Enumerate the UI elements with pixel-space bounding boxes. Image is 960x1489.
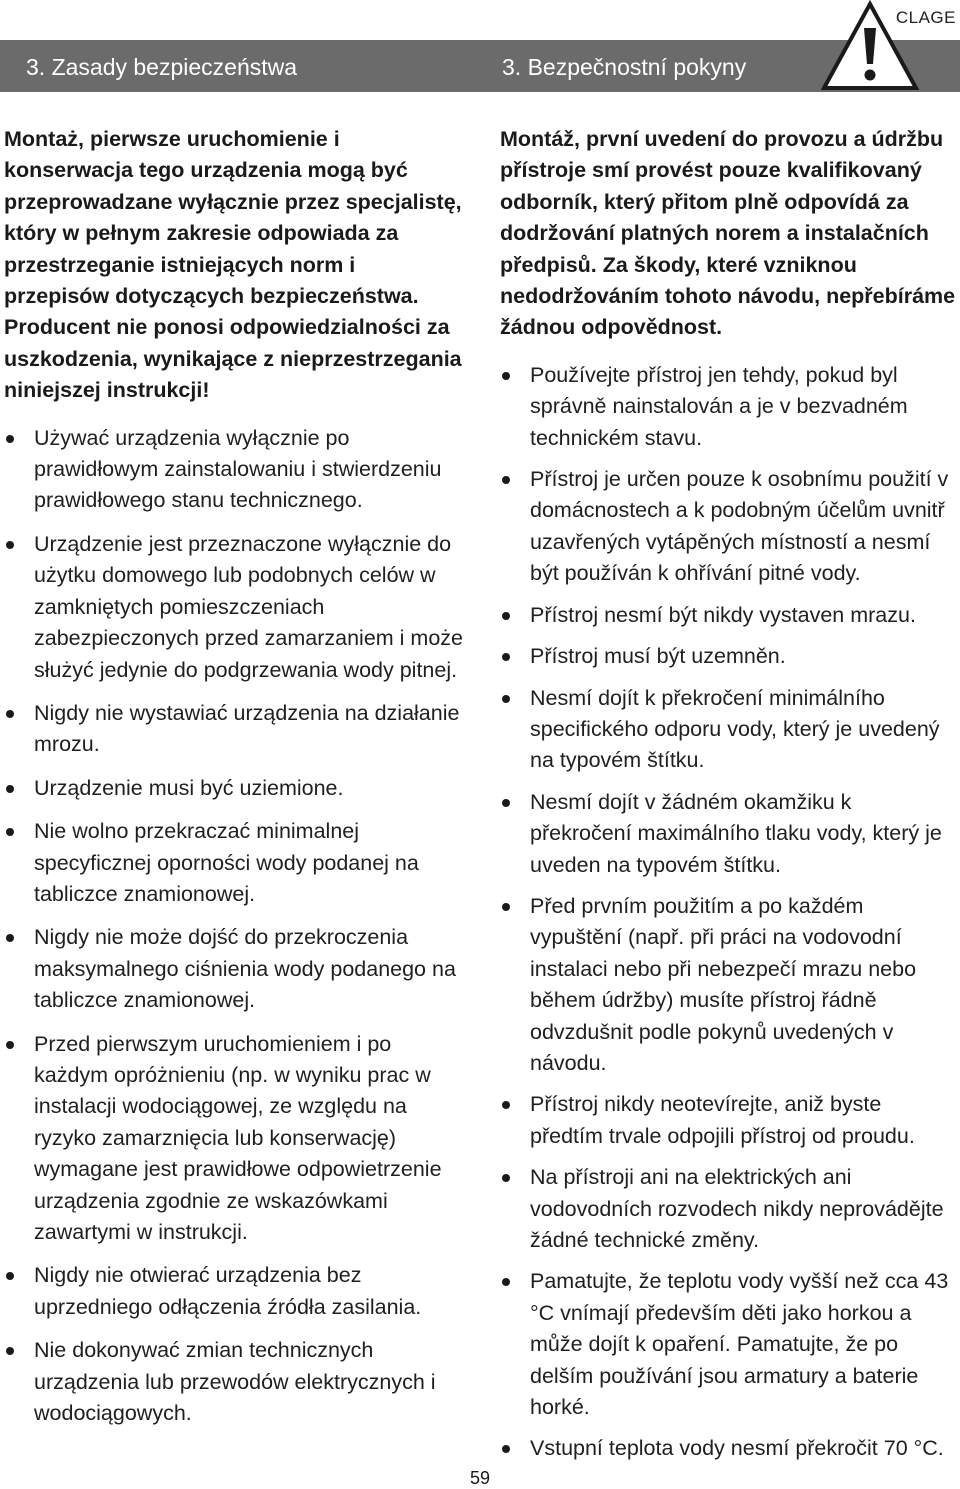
list-item	[4, 1260, 464, 1323]
list-item-text: Nigdy nie wystawiać urządzenia na działanie mrozu.	[34, 700, 460, 757]
list-item-text: Přístroj je určen pouze k osobnímu použití v domácnostech a k podobným účelům uvnitř uzavřených vytápěných místností a nesmí být používán k ohřívání pitné vody.	[530, 467, 949, 586]
list-item	[4, 698, 464, 761]
polish-intro	[4, 124, 464, 407]
polish-intro-text-1: Montaż, pierwsze uruchomienie i konserwacja tego urządzenia mogą być przeprowadzane wyłącznie przez specjalistę, który w pełnym zakresie odpowiada za przestrzeganie istniejących norm i przepisów dotyczących bezpieczeństwa.	[4, 127, 462, 309]
list-item	[500, 600, 958, 631]
list-item	[4, 773, 464, 804]
list-item	[4, 529, 464, 686]
bullet-icon	[502, 612, 510, 620]
list-item	[4, 1029, 464, 1249]
bullet-icon	[502, 799, 510, 807]
list-item-text: Přístroj musí být uzemněn.	[530, 644, 786, 669]
bullet-icon	[502, 372, 510, 380]
bullet-icon	[502, 1278, 510, 1286]
section-title-pl: 3. Zasady bezpieczeństwa	[26, 54, 298, 80]
bullet-icon	[6, 541, 14, 549]
bullet-icon	[6, 934, 14, 942]
list-item	[4, 922, 464, 1016]
list-item-text: Přístroj nesmí být nikdy vystaven mrazu.	[530, 602, 916, 627]
list-item-text: Nesmí dojít v žádném okamžiku k překročení maximálního tlaku vody, který je uveden na typovém štítku.	[530, 789, 942, 877]
list-item	[500, 1162, 958, 1256]
bullet-icon	[6, 710, 14, 718]
list-item-text: Nesmí dojít k překročení minimálního specifického odporu vody, který je uvedený na typovém štítku.	[530, 685, 940, 773]
list-item-text: Urządzenie musi być uziemione.	[34, 775, 344, 800]
list-item	[4, 423, 464, 517]
list-item	[500, 1266, 958, 1423]
bullet-icon	[502, 903, 510, 911]
list-item	[500, 464, 958, 590]
bullet-icon	[502, 653, 510, 661]
list-item	[4, 816, 464, 910]
polish-safety-list	[4, 423, 464, 1430]
bullet-icon	[6, 785, 14, 793]
list-item-text: Před prvním použitím a po každém vypuštění (např. při práci na vodovodní instalaci nebo při nebezpečí mrazu nebo během údržby) musíte přístroj řádně odvzdušnit podle pokynů uvedených v návodu.	[530, 893, 917, 1075]
czech-column	[500, 124, 958, 1475]
list-item-text: Nie dokonywać zmian technicznych urządzenia lub przewodów elektrycznych i wodociągowych.	[34, 1338, 436, 1426]
bullet-icon	[6, 435, 14, 443]
list-item-text: Urządzenie jest przeznaczone wyłącznie do użytku domowego lub podobnych celów w zamkniętych pomieszczeniach zabezpieczonych przed zamarzaniem i może służyć jedynie do podgrzewania wody pitnej.	[34, 531, 464, 682]
list-item-text: Nigdy nie może dojść do przekroczenia maksymalnego ciśnienia wody podanego na tabliczce znamionowej.	[34, 925, 456, 1013]
section-title-cs: 3. Bezpečnostní pokyny	[502, 54, 747, 80]
bullet-icon	[6, 1041, 14, 1049]
list-item-text: Nie wolno przekraczać minimalnej specyficznej oporności wody podanej na tabliczce znamionowej.	[34, 819, 419, 906]
list-item	[500, 1089, 958, 1152]
bullet-icon	[502, 1101, 510, 1109]
list-item-text: Vstupní teplota vody nesmí překročit 70 °C.	[530, 1436, 944, 1461]
list-item-text: Nigdy nie otwierać urządzenia bez uprzedniego odłączenia źródła zasilania.	[34, 1263, 422, 1319]
bullet-icon	[502, 1174, 510, 1182]
list-item	[4, 1335, 464, 1429]
bullet-icon	[6, 1272, 14, 1280]
warning-triangle-icon	[820, 0, 920, 94]
polish-intro-text-2: Producent nie ponosi odpowiedzialności za uszkodzenia, wynikające z nieprzestrzegania niniejszej instrukcji!	[4, 315, 462, 403]
bullet-icon	[502, 1445, 510, 1453]
list-item-text: Na přístroji ani na elektrických ani vodovodních rozvodech nikdy neprovádějte žádné technické změny.	[530, 1165, 944, 1252]
list-item-text: Pamatujte, že teplotu vody vyšší než cca 43 °C vnímají především děti jako horkou a může dojít k opaření. Pamatujte, že po delším používání jsou armatury a baterie horké.	[530, 1269, 949, 1420]
page-number: 59	[470, 1468, 491, 1488]
list-item-text: Přístroj nikdy neotevírejte, aniž byste předtím trvale odpojili přístroj od proudu.	[530, 1092, 915, 1148]
list-item	[500, 683, 958, 777]
polish-column	[4, 124, 464, 1441]
list-item-text: Používejte přístroj jen tehdy, pokud byl správně nainstalován a je v bezvadném technickém stavu.	[530, 362, 908, 450]
list-item	[500, 360, 958, 454]
bullet-icon	[502, 476, 510, 484]
list-item-text: Używać urządzenia wyłącznie po prawidłowym zainstalowaniu i stwierdzeniu prawidłowego stanu technicznego.	[34, 425, 442, 513]
list-item	[500, 641, 958, 672]
list-item	[500, 787, 958, 881]
czech-safety-list	[500, 360, 958, 1465]
brand-logo: CLAGE	[895, 8, 956, 27]
list-item-text: Przed pierwszym uruchomieniem i po każdym opróżnieniu (np. w wyniku prac w instalacji wodociągowej, ze względu na ryzyko zamarznięcia lub konserwację) wymagane jest prawidłowe odpowietrzenie urządzenia zgodnie ze wskazówkami zawartymi w instrukcji.	[34, 1031, 442, 1244]
czech-intro: Montáž, první uvedení do provozu a údržbu přístroje smí provést pouze kvalifikovaný odborník, který přitom plně odpovídá za dodržování platných norem a instalačních předpisů. Za škody, které vzniknou nedodržováním tohoto návodu, nepřebíráme žádnou odpovědnost.	[500, 127, 956, 340]
bullet-icon	[6, 1347, 14, 1355]
list-item	[500, 1433, 958, 1464]
bullet-icon	[502, 695, 510, 703]
bullet-icon	[6, 828, 14, 836]
list-item	[500, 891, 958, 1079]
